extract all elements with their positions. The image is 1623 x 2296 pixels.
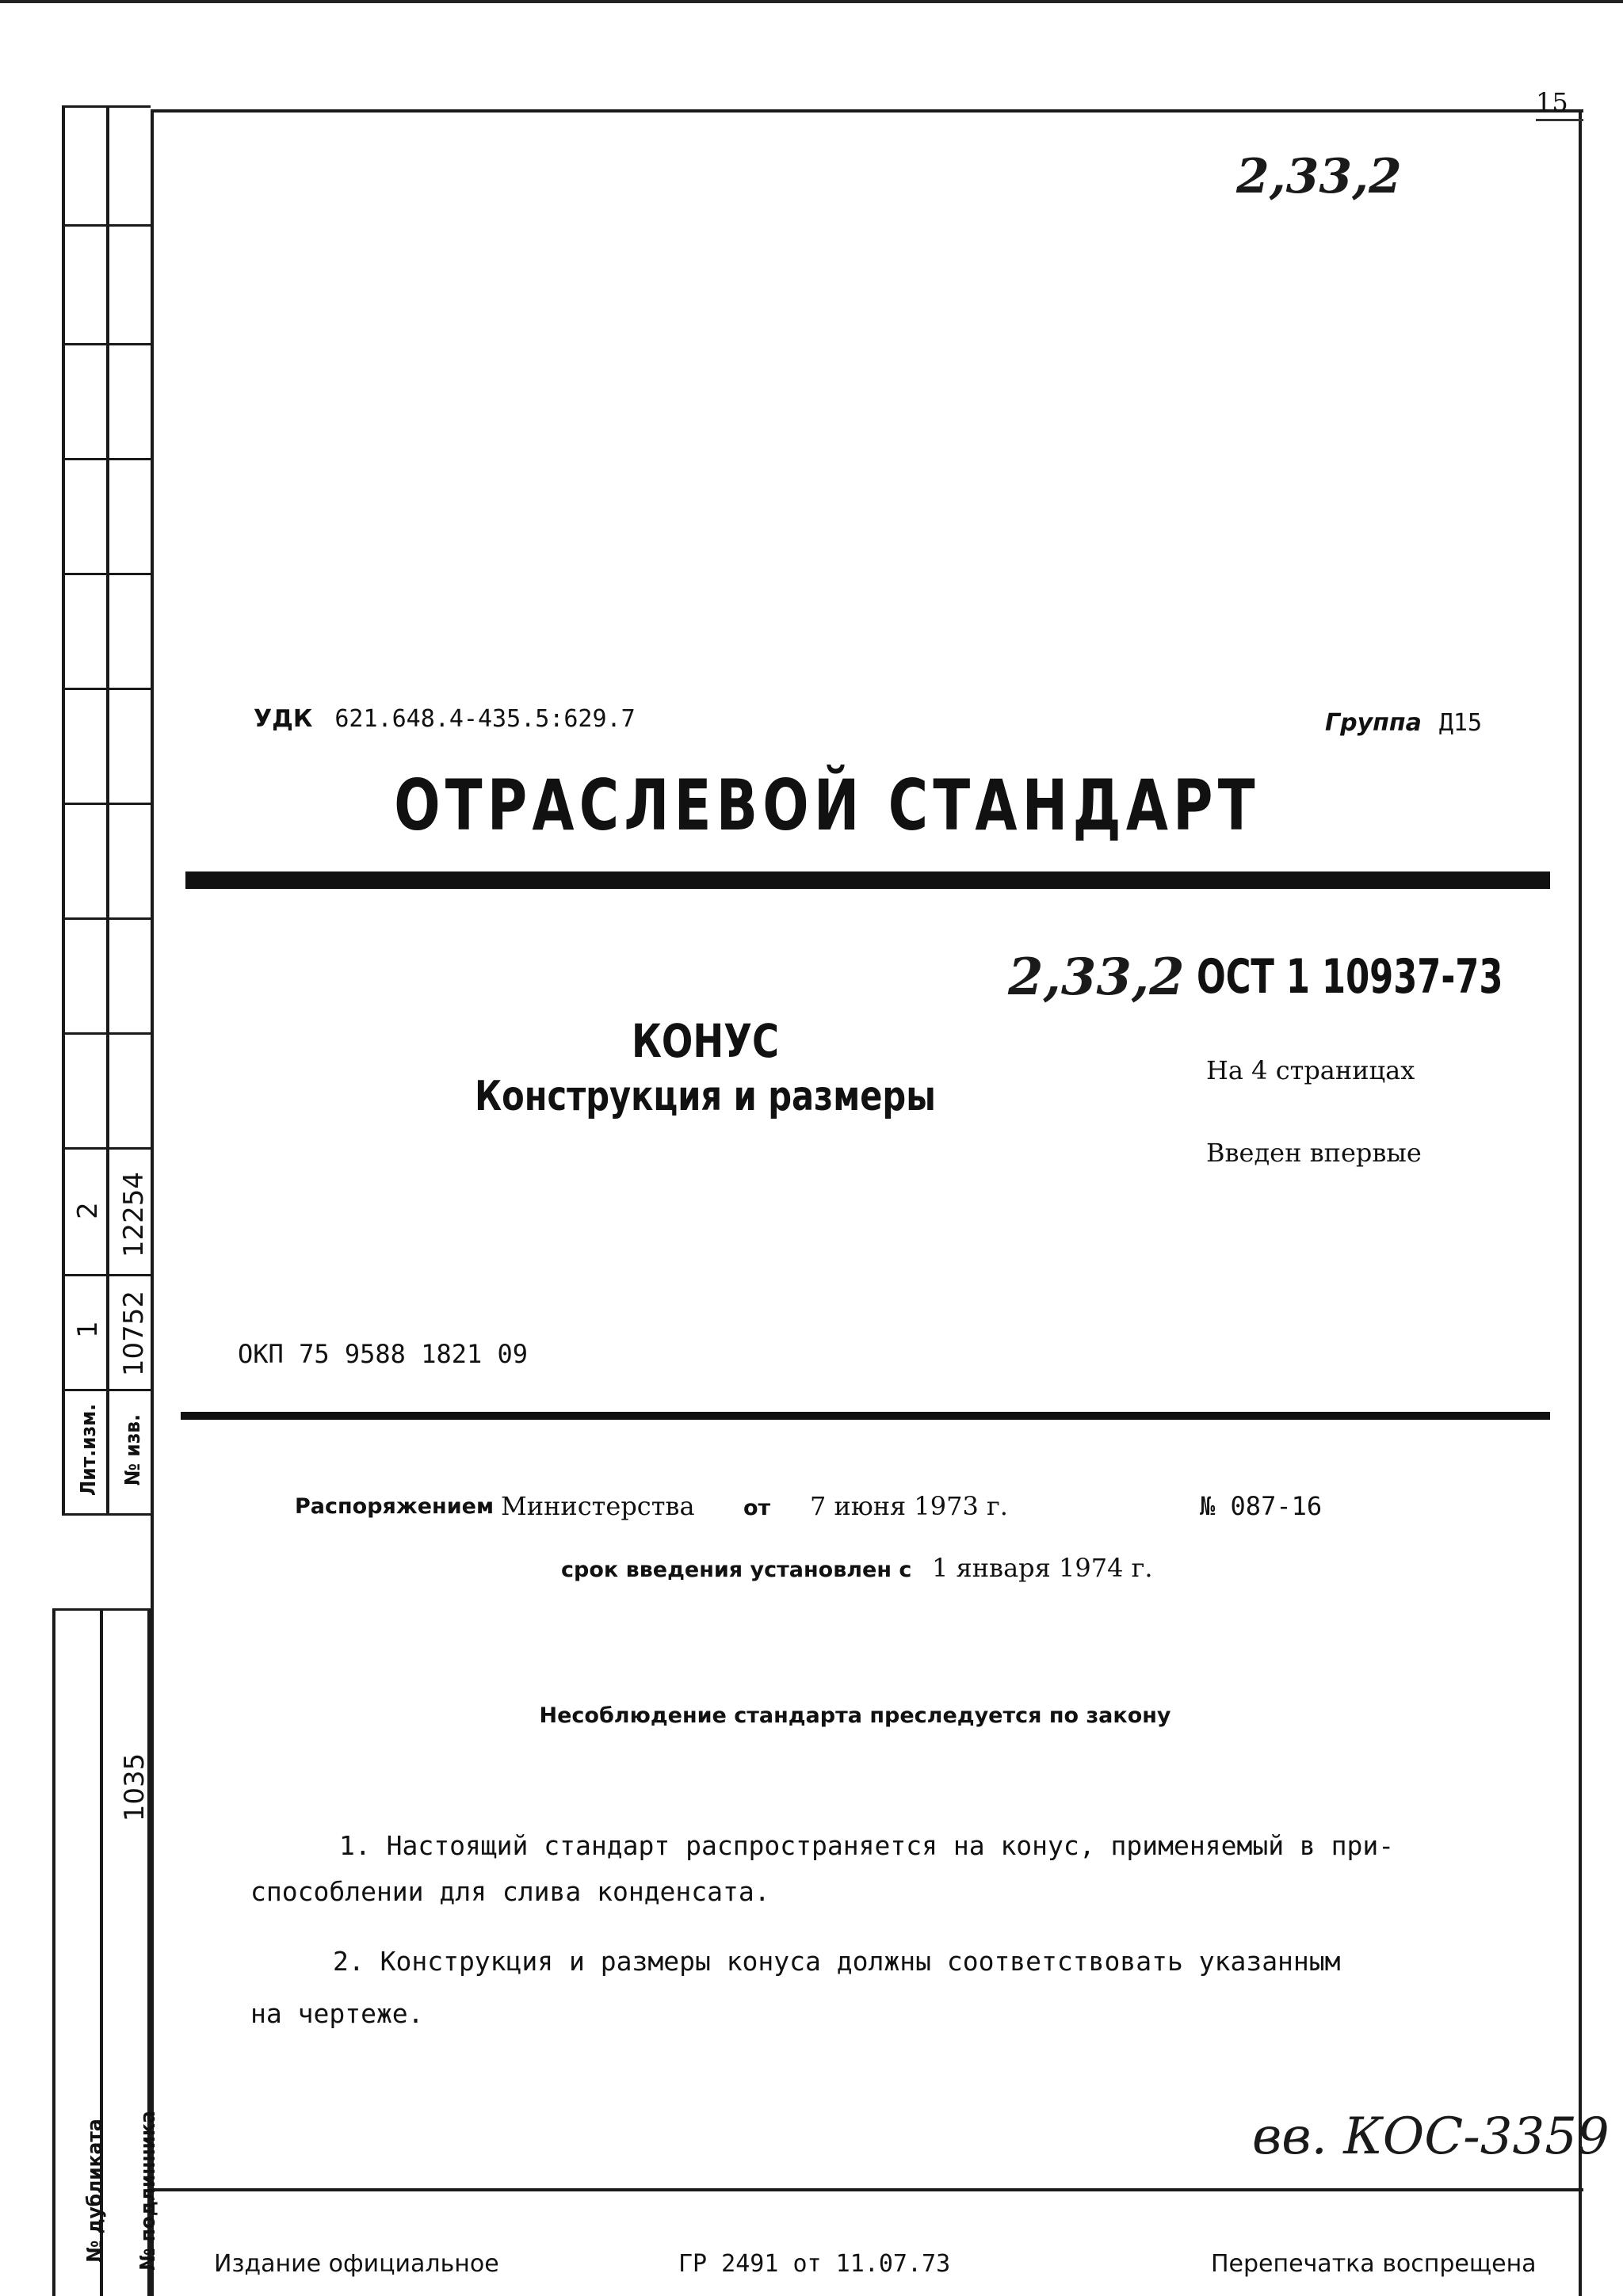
intro-status: Введен впервые [1206,1138,1422,1168]
change-1-lit: 1 [72,1321,104,1338]
change-table [62,105,151,1516]
change-table-line [62,917,151,920]
izv-label: № изв. [121,1414,145,1486]
duplicate-label: № дубликата [83,2119,107,2263]
footer-registration: ГР 2491 от 11.07.73 [678,2250,951,2278]
order-number: № 087-16 [1200,1491,1323,1521]
paragraph-1-line-2: способлении для слива конденсата. [250,1876,770,1907]
subject-name: КОНУС [631,1014,780,1068]
udk-label: УДК [254,705,313,733]
change-table-line [62,1032,151,1035]
change-table-line [62,105,151,108]
change-table-line [62,688,151,690]
change-table-line [62,1147,151,1150]
paragraph-2-line-1: 2. Конструкция и размеры конуса должны соответствовать указанным [333,1946,1341,1977]
order-label: Распоряжением [295,1494,495,1519]
footer-reprint-notice: Перепечатка воспрещена [1211,2250,1537,2278]
group-value: Д15 [1438,709,1483,737]
change-table-line [62,803,151,805]
udk-value: 621.648.4-435.5:629.7 [334,705,636,733]
term-label: срок введения установлен с [561,1558,912,1582]
top-edge-line [0,0,1623,3]
frame-top [151,109,1583,113]
paragraph-1-line-1: 1. Настоящий стандарт распространяется на конус, применяемый в при- [339,1830,1395,1861]
change-1-izv: 10752 [118,1290,150,1377]
page-number: 15 [1536,87,1568,117]
handwritten-code-ost: 2,33,2 [1008,948,1185,1007]
change-table-line [62,573,151,575]
lit-izm-label: Лит.изм. [77,1403,101,1497]
original-number: 1035 [119,1753,151,1822]
title-rule [185,871,1550,889]
change-2-lit: 2 [72,1202,104,1219]
page-number-underline [1536,119,1583,121]
change-table-line [62,343,151,345]
registration-table-line [52,1608,151,1611]
subject-subtitle: Конструкция и размеры [475,1073,936,1120]
standard-number: ОСТ 1 10937-73 [1197,949,1503,1005]
frame-left [151,109,154,2296]
change-table-line [62,1274,151,1276]
frame-right [1579,109,1582,2296]
document-title: ОТРАСЛЕВОЙ СТАНДАРТ [394,765,1260,846]
handwritten-code-top: 2,33,2 [1236,149,1402,204]
group-label: Группа [1325,709,1422,737]
change-table-line [62,1389,151,1391]
change-table-line [62,458,151,460]
original-label: № подлинника [136,2111,160,2271]
order-date: 7 июня 1973 г. [810,1491,1008,1521]
change-2-izv: 12254 [118,1171,150,1258]
order-authority: Министерства [501,1491,695,1521]
change-table-border-outer [62,105,65,1516]
okp-code: ОКП 75 9588 1821 09 [238,1339,529,1369]
change-table-border-mid [106,105,109,1516]
change-table-line [62,224,151,227]
footer-edition: Издание официальное [214,2250,499,2278]
frame-bottom [151,2188,1583,2191]
term-date: 1 января 1974 г. [932,1553,1153,1583]
udk-line [254,705,636,733]
change-table-line [62,1513,151,1516]
handwritten-note-bottom: вв. КОС-3359 [1252,2107,1610,2166]
group-line [1325,709,1482,737]
page-count: На 4 страницах [1206,1055,1415,1085]
order-from: от [743,1496,771,1520]
legal-notice: Несоблюдение стандарта преследуется по закону [539,1703,1171,1728]
paragraph-2-line-2: на чертеже. [250,1998,424,2029]
okp-rule [181,1412,1550,1420]
